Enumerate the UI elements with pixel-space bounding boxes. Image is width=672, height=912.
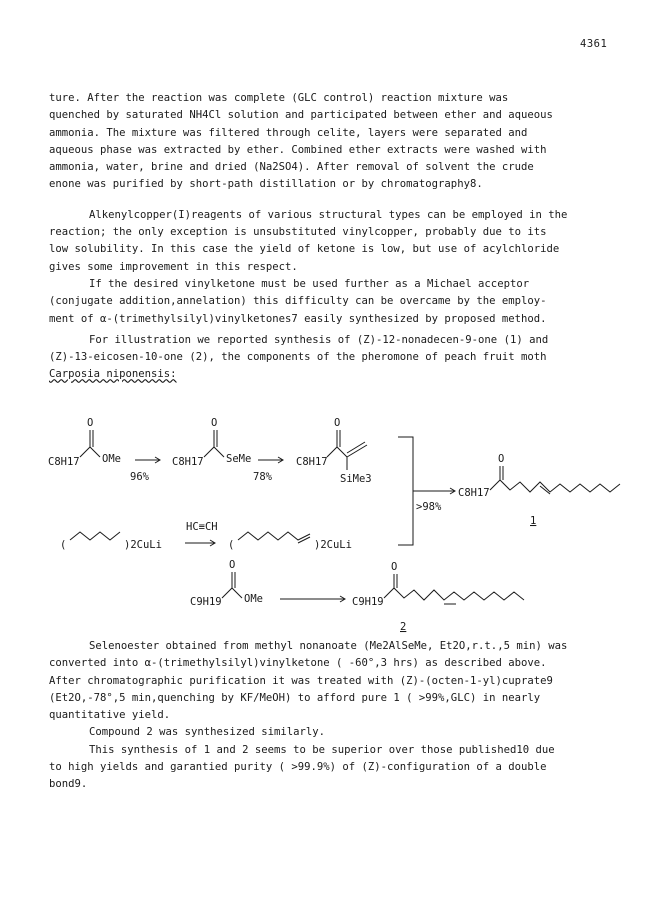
oxygen-label: O — [498, 453, 505, 465]
c8h17-label: C8H17 — [296, 456, 328, 468]
para-line: gives some improvement in this respect. — [49, 260, 298, 273]
compound-1-label: 1 — [530, 515, 537, 527]
cuprate-label-2: )2CuLi — [314, 539, 352, 551]
oxygen-label: O — [229, 559, 236, 571]
product-2-chain — [384, 588, 524, 600]
oxygen-label: O — [391, 561, 398, 573]
paren-open: ( — [60, 539, 67, 551]
para-line: (Et2O,-78°,5 min,quenching by KF/MeOH) to afford pure 1 ( >99%,GLC) in nearly — [49, 691, 541, 704]
compound-2-label: 2 — [400, 621, 407, 633]
para-line: converted into α-(trimethylsilyl)vinylketone ( -60°,3 hrs) as described above. — [49, 657, 547, 670]
acetylene-label: HC≡CH — [186, 521, 218, 533]
c9h19-label: C9H19 — [190, 596, 222, 608]
oxygen-label: O — [87, 417, 94, 429]
cuprate-label-1: )2CuLi — [124, 539, 162, 551]
oxygen-label: O — [211, 417, 218, 429]
c8h17-label: C8H17 — [458, 487, 490, 499]
ome-label: OMe — [244, 593, 263, 605]
para-line: This synthesis of 1 and 2 seems to be superior over those published10 due — [89, 743, 555, 756]
seme-label: SeMe — [226, 453, 252, 465]
para-line: ammonia. The mixture was filtered through celite, layers were separated and — [49, 126, 528, 139]
para-line: ment of α-(trimethylsilyl)vinylketones7 easily synthesized by proposed method. — [49, 312, 547, 325]
para-line: reaction; the only exception is unsubstituted vinylcopper, probably due to its — [49, 226, 547, 239]
paren-open: ( — [228, 539, 235, 551]
para-line: For illustration we reported synthesis of (Z)-12-nonadecen-9-one (1) and — [89, 333, 549, 346]
species-name: Carposia niponensis: — [49, 368, 177, 381]
text-block-bottom — [49, 638, 629, 794]
para-line: aqueous phase was extracted by ether. Combined ether extracts were washed with — [49, 143, 547, 156]
para-line: quantitative yield. — [49, 709, 171, 722]
para-line: to high yields and garantied purity ( >99.9%) of (Z)-configuration of a double — [49, 761, 547, 774]
para-line: (Z)-13-eicosen-10-one (2), the components of the pheromone of peach fruit moth — [49, 351, 547, 364]
page-number: 4361 — [580, 38, 608, 50]
c8h17-label: C8H17 — [48, 456, 80, 468]
oxygen-label: O — [334, 417, 341, 429]
octenyl-chain — [70, 532, 120, 540]
yield-3: >98% — [416, 501, 442, 513]
ester-bond — [204, 447, 224, 457]
ester-bond — [80, 447, 100, 457]
c8h17-label: C8H17 — [172, 456, 204, 468]
bracket — [398, 437, 413, 545]
para-line: After chromatographic purification it was treated with (Z)-(octen-1-yl)cuprate9 — [49, 674, 553, 687]
octenyl-chain-2 — [238, 532, 310, 540]
c9h19-label: C9H19 — [352, 596, 384, 608]
para-line: Compound 2 was synthesized similarly. — [89, 726, 325, 739]
yield-2: 78% — [253, 471, 272, 483]
para-line: enone was purified by short-path distillation or by chromatography8. — [49, 178, 483, 191]
sime3-label: SiMe3 — [340, 473, 372, 485]
para-line: ammonia, water, brine and dried (Na2SO4). After removal of solvent the crude — [49, 161, 534, 174]
para-line: (conjugate addition,annelation) this difficulty can be overcame by the employ- — [49, 295, 547, 308]
ome-label: OMe — [102, 453, 121, 465]
para-line: Selenoester obtained from methyl nonanoate (Me2AlSeMe, Et2O,r.t.,5 min) was — [89, 640, 568, 652]
yield-1: 96% — [130, 471, 149, 483]
para-line: Alkenylcopper(I)reagents of various structural types can be employed in the — [89, 208, 568, 221]
para-line: If the desired vinylketone must be used further as a Michael acceptor — [89, 277, 530, 290]
product-1-chain — [490, 480, 620, 492]
para-line: low solubility. In this case the yield of ketone is low, but use of acylchloride — [49, 243, 560, 256]
para-line: quenched by saturated NH4Cl solution and participated between ether and aqueous — [49, 109, 553, 122]
para-line: bond9. — [49, 778, 88, 791]
para-line: ture. After the reaction was complete (GLC control) reaction mixture was — [49, 92, 509, 104]
